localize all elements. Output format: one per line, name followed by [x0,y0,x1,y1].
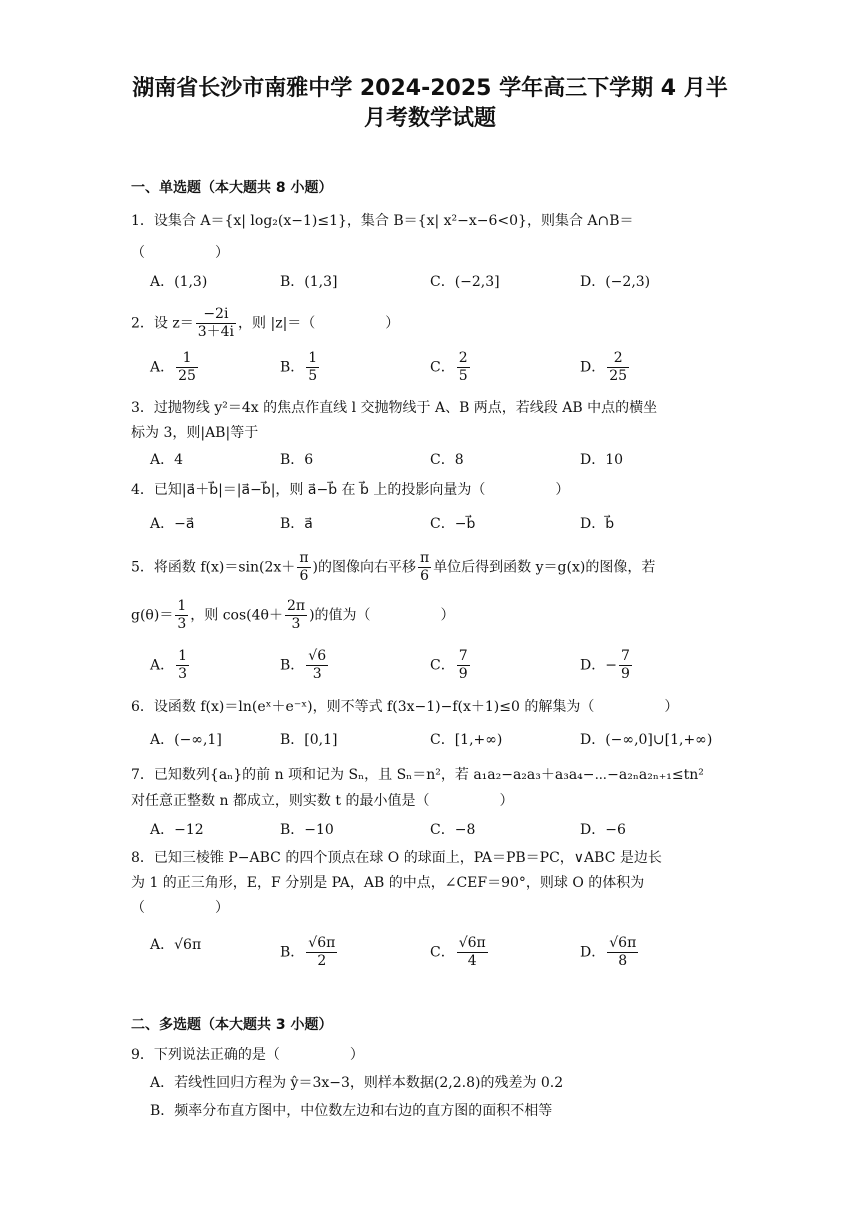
question-4-option-a: A．−a⃗ [150,516,195,532]
question-1-option-a: A．(1,3) [150,274,208,290]
question-8-answer-blank: （ ） [131,900,229,916]
question-3-stem-line-1: 3．过抛物线 y²＝4x 的焦点作直线 l 交抛物线于 A、B 两点，若线段 AB 中点的横坐 [131,400,658,416]
question-8-option-a: A．√6π [150,937,202,953]
question-9-option-a: A．若线性回归方程为 ŷ＝3x−3，则样本数据(2,2.8)的残差为 0.2 [150,1075,564,1091]
question-2-fraction: $\frac{-2i}{3+4i}$ [197,306,235,340]
question-7-stem-line-1: 7．已知数列{aₙ}的前 n 项和记为 Sₙ，且 Sₙ＝n²，若 a₁a₂−a₂a₃＋a₃a₄−⋯−a₂ₙa₂ₙ₊₁≤tn² [131,767,704,783]
question-8-stem-line-1: 8．已知三棱锥 P−ABC 的四个顶点在球 O 的球面上，PA＝PB＝PC，∨ABC 是边长 [131,850,662,866]
question-4-option-d: D．b⃗ [580,516,615,532]
question-6-option-b: B．[0,1] [280,732,338,748]
question-1-stem: 1．设集合 A＝{x| log₂(x−1)≤1}，集合 B＝{x| x²−x−6<0}，则集合 A∩B＝ [131,213,634,229]
question-1-option-d: D．(−2,3) [580,274,651,290]
question-2-option-c: C． $\frac{2}{5}$ [430,350,468,384]
page-title [60,74,800,134]
question-1-option-c: C．(−2,3] [430,274,500,290]
question-8-option-d: D． $\frac{√6\pi}{8}$ [580,935,637,969]
question-5-option-b: B． $\frac{√6}{3}$ [280,648,327,682]
question-4-option-b: B．a⃗ [280,516,313,532]
section-heading-single-choice: 一、单选题（本大题共 8 小题） [131,180,333,196]
question-2-stem: 2．设 z＝ $\frac{-2i}{3+4i}$ ，则 |z|＝（ ） [131,306,400,340]
question-9-stem: 9．下列说法正确的是（ ） [131,1047,364,1063]
question-3-stem-line-2: 标为 3，则|AB|等于 [131,425,259,441]
question-4-option-c: C．−b⃗ [430,516,476,532]
title-line-1: 湖南省长沙市南雅中学 2024-2025 学年高三下学期 4 月半 [132,76,728,101]
question-2-option-d: D． $\frac{2}{25}$ [580,350,628,384]
question-6-option-c: C．[1,+∞) [430,732,503,748]
question-7-stem-line-2: 对任意正整数 n 都成立，则实数 t 的最小值是（ ） [131,793,514,809]
question-7-option-b: B．−10 [280,822,334,838]
question-6-stem: 6．设函数 f(x)＝ln(eˣ＋e⁻ˣ)，则不等式 f(3x−1)−f(x＋1)≤0 的解集为（ ） [131,699,679,715]
question-5-option-a: A． $\frac{1}{3}$ [150,648,188,682]
question-5-option-c: C． $\frac{7}{9}$ [430,648,468,682]
question-6-option-a: A．(−∞,1] [150,732,222,748]
question-8-option-b: B． $\frac{√6\pi}{2}$ [280,935,336,969]
question-7-option-a: A．−12 [150,822,204,838]
question-7-option-c: C．−8 [430,822,476,838]
question-8-option-c: C． $\frac{√6\pi}{4}$ [430,935,486,969]
question-5-option-d: D．− $\frac{7}{9}$ [580,648,630,682]
question-9-option-b: B．频率分布直方图中，中位数左边和右边的直方图的面积不相等 [150,1103,553,1119]
question-2-option-a: A． $\frac{1}{25}$ [150,350,196,384]
question-5-stem-line-2: g(θ)＝ $\frac{1}{3}$ ，则 cos(4θ＋ $\frac{2\pi}{3}$ )的值为（ ） [131,598,455,632]
question-3-option-a: A．4 [150,452,184,468]
title-line-2: 月考数学试题 [363,106,496,131]
question-4-stem: 4．已知|a⃗＋b⃗|＝|a⃗−b⃗|，则 a⃗−b⃗ 在 b⃗ 上的投影向量为（ ） [131,482,570,498]
question-3-option-b: B．6 [280,452,314,468]
question-3-option-d: D．10 [580,452,624,468]
question-6-option-d: D．(−∞,0]∪[1,+∞) [580,732,713,748]
question-7-option-d: D．−6 [580,822,626,838]
question-1-option-b: B．(1,3] [280,274,338,290]
question-3-option-c: C．8 [430,452,464,468]
question-8-stem-line-2: 为 1 的正三角形，E，F 分别是 PA，AB 的中点，∠CEF＝90°，则球 O 的体积为 [131,875,645,891]
section-heading-multiple-choice: 二、多选题（本大题共 3 小题） [131,1017,333,1033]
question-1-answer-blank: （ ） [131,245,229,261]
question-5-stem-line-1: 5．将函数 f(x)＝sin(2x＋ $\frac{\pi}{6}$ )的图像向右平移 $\frac{\pi}{6}$ 单位后得到函数 y＝g(x)的图像，若 [131,550,656,584]
question-2-option-b: B． $\frac{1}{5}$ [280,350,318,384]
